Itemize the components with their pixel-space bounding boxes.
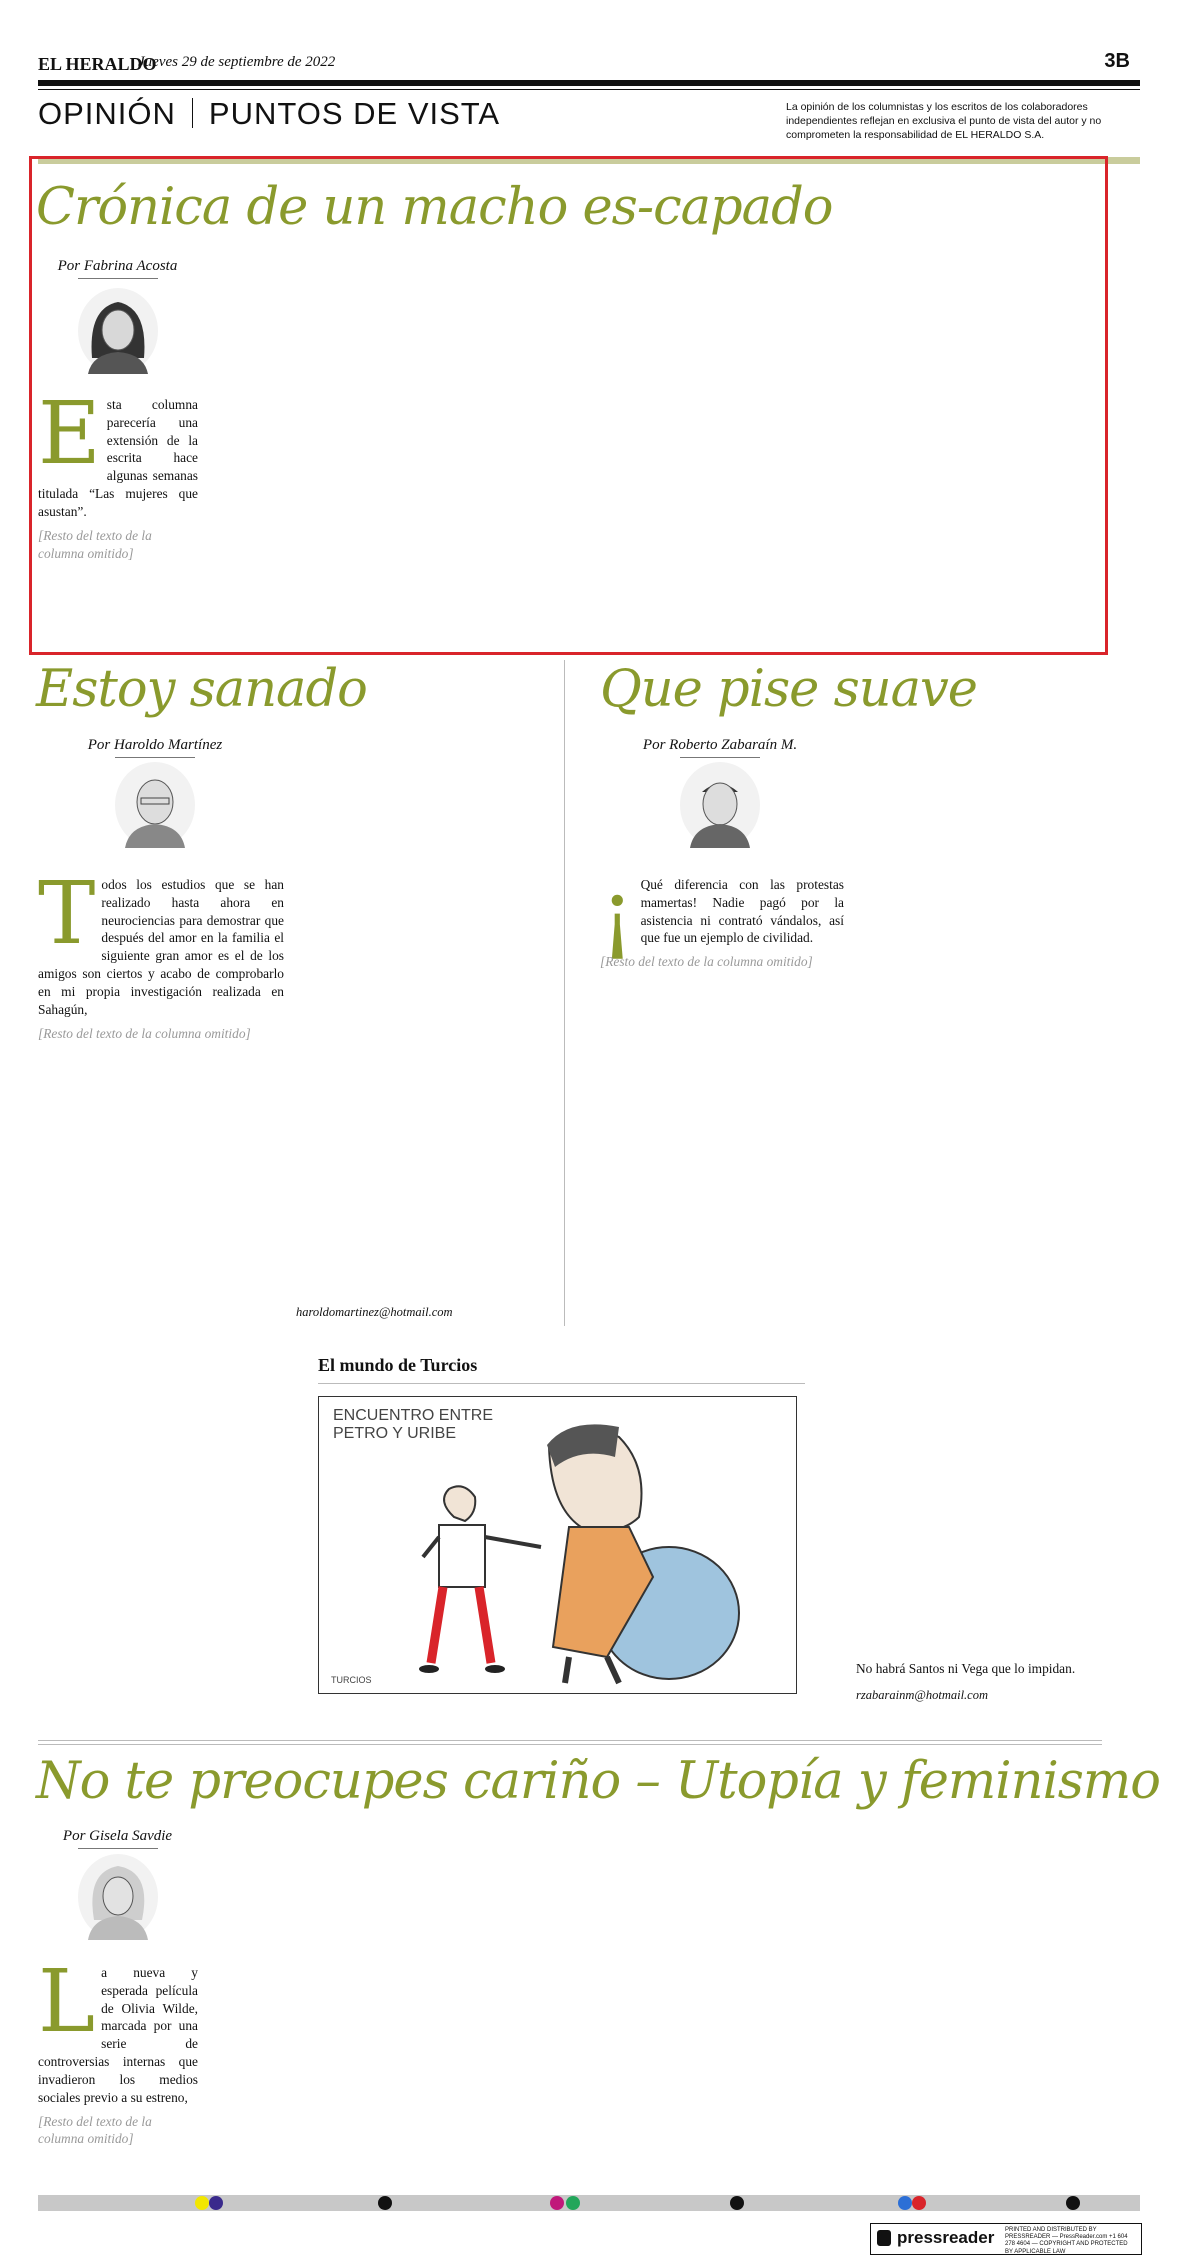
section-title: OPINIÓN [38, 96, 176, 131]
dropcap-cronica: E [38, 384, 101, 484]
headline-utopia: No te preocupes cariño – Utopía y feminismo [36, 1752, 1160, 1811]
lead-utopia: a nueva y esperada película de Olivia Wilde, marcada por una serie de controversias internas que invadieron los medios sociales previo a su estreno, [38, 1965, 198, 2105]
byline-sanado: Por Haroldo Martínez [87, 737, 223, 753]
cartoon-title: El mundo de Turcios [318, 1355, 478, 1375]
byline-utopia: Por Gisela Savdie [62, 1828, 173, 1844]
body-utopia [38, 1952, 198, 2147]
subsection-title: PUNTOS DE VISTA [208, 96, 501, 131]
newspaper-name: EL HERALDO [38, 54, 157, 74]
masthead-rule [38, 80, 1140, 86]
pressreader-brand: pressreader [897, 2228, 995, 2247]
email-suave[interactable]: rzabarainm@hotmail.com [856, 1688, 988, 1702]
author-portrait-fabrina [78, 288, 158, 374]
cartoon-panel [318, 1396, 797, 1694]
registration-dot [550, 2196, 564, 2210]
closing-line-suave: No habrá Santos ni Vega que lo impidan. [856, 1661, 1076, 1676]
headline-cronica: Crónica de un macho es-capado [36, 178, 833, 237]
lead-suave: Qué diferencia con las protestas mamertas! Nadie pagó por la asistencia ni contrató vándalos, así que fue un ejemplo de civilidad. [640, 877, 844, 946]
note-utopia: [Resto del texto de la columna omitido] [38, 2113, 152, 2147]
registration-dot [898, 2196, 912, 2210]
cartoon-signature: TURCIOS [331, 1675, 372, 1685]
cartoon-rule [318, 1383, 805, 1384]
headline-suave: Que pise suave [600, 660, 977, 719]
cartoon-caption-line: ENCUENTRO ENTRE [333, 1407, 494, 1424]
issue-date: Jueves 29 de septiembre de 2022 [138, 54, 336, 70]
byline-rule [680, 757, 760, 758]
dropcap-suave: ¡ [600, 864, 635, 964]
headline-sanado: Estoy sanado [36, 660, 367, 719]
cartoon-illustration [319, 1397, 796, 1693]
registration-dot [1066, 2196, 1080, 2210]
registration-dot [566, 2196, 580, 2210]
byline-suave: Por Roberto Zabaraín M. [642, 737, 798, 753]
body-cronica [38, 384, 198, 611]
section-divider [38, 1740, 1102, 1741]
pressreader-fine-print: PRINTED AND DISTRIBUTED BY PRESSREADER — PressReader.com +1 604 278 4604 — COPYRIGHT AND PROTECTED BY APPLICABLE LAW [1005, 2227, 1128, 2255]
note-cronica: [Resto del texto de la columna omitido] [38, 527, 152, 561]
dropcap-utopia: L [38, 1952, 96, 2052]
registration-dot [730, 2196, 744, 2210]
closing-suave [856, 1660, 1100, 1682]
page-number: 3B [1104, 50, 1130, 72]
lead-sanado: odos los estudios que se han realizado hasta ahora en neurociencias para demostrar que después del amor en la familia el siguiente gran amor es el de los amigos son ciertos y acabo de comprobarlo en mi propia investigación realizada en Sahagún, [38, 877, 284, 1017]
cartoon-caption-line: PETRO Y URIBE [333, 1425, 456, 1443]
registration-dot [209, 2196, 223, 2210]
registration-dot [195, 2196, 209, 2210]
pressreader-logo-icon [877, 2230, 891, 2246]
registration-dot [912, 2196, 926, 2210]
byline-rule [78, 278, 158, 279]
section-header [38, 96, 500, 132]
dropcap-sanado: T [38, 864, 96, 964]
byline-rule [78, 1848, 158, 1849]
pressreader-badge [870, 2223, 1142, 2255]
body-sanado [38, 864, 284, 1046]
author-portrait-roberto [680, 762, 760, 848]
section-divider [38, 1744, 1102, 1745]
byline-rule [115, 757, 195, 758]
section-separator [192, 98, 193, 128]
body-suave [600, 864, 844, 1006]
note-sanado: [Resto del texto de la columna omitido] [38, 1025, 251, 1041]
byline-cronica: Por Fabrina Acosta [57, 258, 178, 274]
note-suave: [Resto del texto de la columna omitido] [600, 954, 813, 970]
email-sanado[interactable]: haroldomartinez@hotmail.com [296, 1305, 453, 1319]
registration-dot [378, 2196, 392, 2210]
author-portrait-gisela [78, 1854, 158, 1940]
editorial-disclaimer: La opinión de los columnistas y los escritos de los colaboradores independientes reflejan en exclusiva el punto de vista del autor y no comprometen la responsabilidad de EL HERALDO S.A. [786, 101, 1102, 142]
lead-cronica: sta columna parecería una extensión de la escrita hace algunas semanas titulada “Las mujeres que asustan”. [38, 397, 198, 519]
masthead-rule-thin [38, 89, 1140, 90]
author-portrait-haroldo [115, 762, 195, 848]
column-divider [564, 660, 565, 1326]
